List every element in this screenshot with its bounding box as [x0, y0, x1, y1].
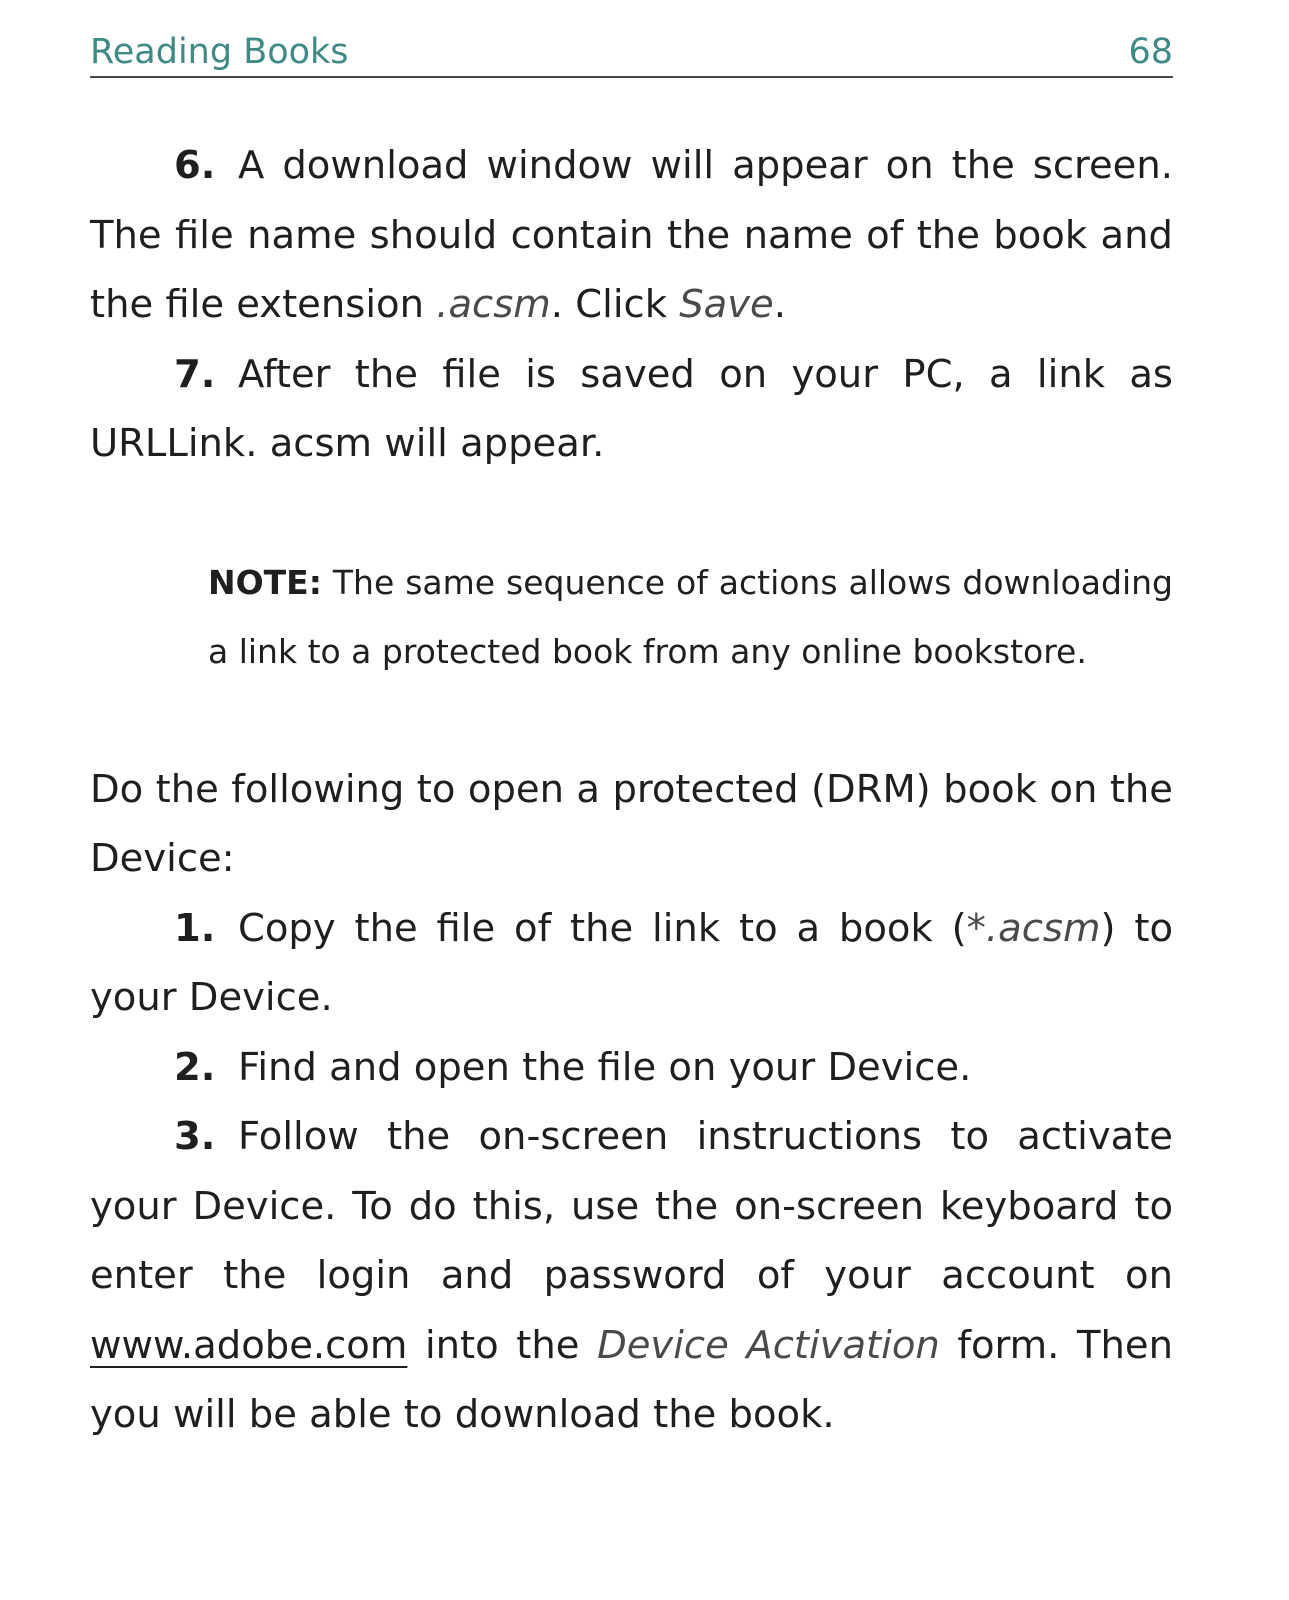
main-content	[90, 131, 1173, 1450]
page-header	[90, 28, 1173, 78]
note-label: NOTE:	[208, 562, 322, 602]
step-text: form. Then you will be able to download the book.	[90, 1322, 1174, 1437]
intro-paragraph: Do the following to open a protected (DRM) book on the Device:	[90, 766, 1173, 881]
step-7	[90, 340, 1173, 479]
step-number: 2.	[174, 1044, 216, 1090]
step-number: 7.	[174, 351, 216, 397]
step-number: 1.	[174, 905, 216, 951]
step-text: into the	[407, 1322, 598, 1368]
step-text: After the file is saved on your PC, a link as URLLink. acsm will appear.	[90, 351, 1173, 466]
device-activation-label: Device Activation	[597, 1322, 940, 1368]
file-pattern: *.acsm	[966, 905, 1101, 951]
adobe-link[interactable]: www.adobe.com	[90, 1322, 408, 1368]
note-block	[208, 548, 1173, 686]
page-number: 68	[1128, 32, 1173, 72]
step-6	[90, 131, 1173, 340]
save-label: Save	[679, 282, 774, 327]
step-text: ) to your Device.	[90, 905, 1173, 1020]
file-extension: .acsm	[436, 282, 551, 327]
step-text: A download window will appear on the screen. The file name should contain the name of the book and the file extension	[90, 143, 1173, 327]
step-text: .	[773, 282, 786, 327]
step-number: 6.	[174, 143, 216, 188]
step-text: Follow the on-screen instructions to activate your Device. To do this, use the on-screen keyboard to enter the login and password of your account on	[90, 1114, 1173, 1298]
step-2	[90, 1033, 1173, 1103]
step-text: Find and open the file on your Device.	[238, 1044, 972, 1090]
step-text: Copy the file of the link to a book (	[238, 905, 967, 951]
step-3	[90, 1102, 1173, 1450]
note-text: The same sequence of actions allows downloading a link to a protected book from any online bookstore.	[208, 562, 1173, 671]
step-text: . Click	[550, 282, 680, 327]
section-title: Reading Books	[90, 32, 349, 72]
step-1	[90, 894, 1173, 1033]
step-number: 3.	[174, 1114, 216, 1159]
